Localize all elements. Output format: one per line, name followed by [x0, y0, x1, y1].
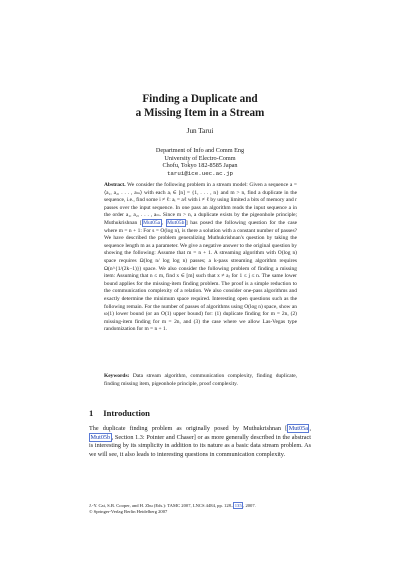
abstract-text: We consider the following problem in a stream model: Given a sequence a = ⟨a₁, a₂, . . . , aₘ⟩ with each aᵢ ∈ [n] = {1, . . . , n} and m > n, find a duplicate in the sequence, i.e., find some i ≠ ℓ: aᵢ = aℓ with i ≠ ℓ by using limited a bits of memory and r passes over the input sequence. In one pass an algorithm reads the input sequence a in the order a₁, a₂, . . . , aₘ. Since m > n, a duplicate exists by the pigeonhole principle; Muthukrishnan: [104, 182, 297, 226]
citation-link[interactable]: Mut05a: [143, 219, 161, 226]
intro-paragraph: The duplicate finding problem as originally posed by Muthukrishnan [ Mut05a , Mut05b , Section 1.3: Pointer and Chaser] or as more generally described in the abstract is interesting by its simplicity in addition to its nature as a basic data stream problem. As we will see, it also leads to interesting questions in communication complexity.: [89, 425, 311, 458]
section-title: Introduction: [103, 408, 150, 418]
citation-link[interactable]: 135: [234, 503, 242, 508]
keywords-label: Keywords:: [104, 373, 130, 379]
section-heading: [89, 408, 150, 418]
footnote-text: , 2007.: [243, 503, 256, 508]
paper-title-line2: a Missing Item in a Stream: [135, 107, 265, 119]
intro-text: The duplicate finding problem as originally posed by Muthukrishnan: [89, 425, 286, 432]
abstract-text: has posed the following question for the case where m = n + 1: For s = O(log n), is there a solution with a constant number of passes? We have described the problem generalizing Muthukrishnan's question by taking the sequence length m as a parameter. We give a negative answer to the original question by showing the following: Assume that m = n + 1. A streaming algorithm with O(log n) space requires Ω(log n/ log log n) passes; a k-pass streaming algorithm requires Ω(n^{1/(2k−1)}) space. We also consider the following problem of finding a missing item: Assuming that n ≤ m, find x ∈ [m] such that x ≠ aⱼ for 1 ≤ j ≤ n. The same lower bound applies for the missing-item finding problem. The proof is a simple reduction to the communication complexity of a relation. We also consider one-pass algorithms and exactly determine the minimum space required. Interesting open questions such as the following remain. For the number of passes of algorithms using O(log n) space, show an ω(1) lower bound (or an O(1) upper bound) for: (1) duplicate finding for m = 2n, (2) missing-item finding for m = 2n, and (3) the case where we allow Las-Vegas type randomization for m = n + 1.: [104, 219, 298, 333]
citation-link[interactable]: Mut05a: [288, 425, 308, 432]
footnote-copyright: © Springer-Verlag Berlin Heidelberg 2007: [89, 509, 168, 515]
abstract: Abstract. We consider the following problem in a stream model: Given a sequence a = ⟨a₁, a₂, . . . , aₘ⟩ with each aᵢ ∈ [n] = {1, . . . , n} and m > n, find a duplicate in the sequence, i.e., find some i ≠ ℓ: aᵢ = aℓ with i ≠ ℓ by using limited a bits of memory and r passes over the input sequence. In one pass an algorithm reads the input sequence a in the order a₁, a₂, . . . , aₘ. Since m > n, a duplicate exists by the pigeonhole principle; Muthukrishnan [ Mut05a , Mut05b ] has posed the following question for the case where m = n + 1: For s = O(log n), is there a solution with a constant number of passes? We have described the problem generalizing Muthukrishnan's question by taking the sequence length m as a parameter. We give a negative answer to the original question by showing the following: Assume that m = n + 1. A streaming algorithm with O(log n) space requires Ω(log n/ log log n) passes; a k-pass streaming algorithm requires Ω(n^{1/(2k−1)}) space. We also consider the following problem of finding a missing item: Assuming that n ≤ m, find x ∈ [m] such that x ≠ aⱼ for 1 ≤ j ≤ n. The same lower bound applies for the missing-item finding problem. The proof is a simple reduction to the communication complexity of a relation. We also consider one-pass algorithms and exactly determine the minimum space required. Interesting open questions such as the following remain. For the number of passes of algorithms using O(log n) space, show an ω(1) lower bound (or an O(1) upper bound) for: (1) duplicate finding for m = 2n, (2) missing-item finding for m = 2n, and (3) the case where we allow Las-Vegas type randomization for m = n + 1.: [104, 182, 298, 333]
citation-link[interactable]: Mut05b: [90, 433, 111, 441]
author-name: Jun Tarui: [186, 127, 214, 135]
author-email: tarui@ice.uec.ac.jp: [166, 169, 234, 177]
abstract-label: Abstract.: [104, 182, 126, 188]
section-number: 1: [89, 408, 94, 418]
intro-text: , Section 1.3: Pointer and Chaser] or as more generally described in the abstract is interesting by its simplicity in addition to its nature as a basic data stream problem. As we will see, it also leads to interesting questions in communication complexity.: [89, 433, 311, 458]
footnote-text: J.-Y. Cai, S.B. Cooper, and H. Zhu (Eds.): TAMC 2007, LNCS 4484, pp. 128–: [89, 503, 234, 508]
intro-text: ,: [309, 425, 311, 432]
citation-link[interactable]: Mut05b: [167, 219, 185, 226]
abstract-text: ,: [161, 219, 163, 226]
footnote: [89, 503, 311, 516]
affiliation-address: Chofu, Tokyo 182-8585 Japan: [162, 162, 238, 170]
keywords-text: Data stream algorithm, communication complexity, finding duplicate, finding missing item, pigeonhole principle, proof complexity.: [104, 373, 297, 387]
affiliation-university: University of Electro-Comm: [164, 154, 236, 162]
affiliation-department: Department of Info and Comm Eng: [155, 147, 245, 154]
keywords: [104, 373, 297, 388]
paper-title-line1: Finding a Duplicate and: [142, 93, 258, 105]
